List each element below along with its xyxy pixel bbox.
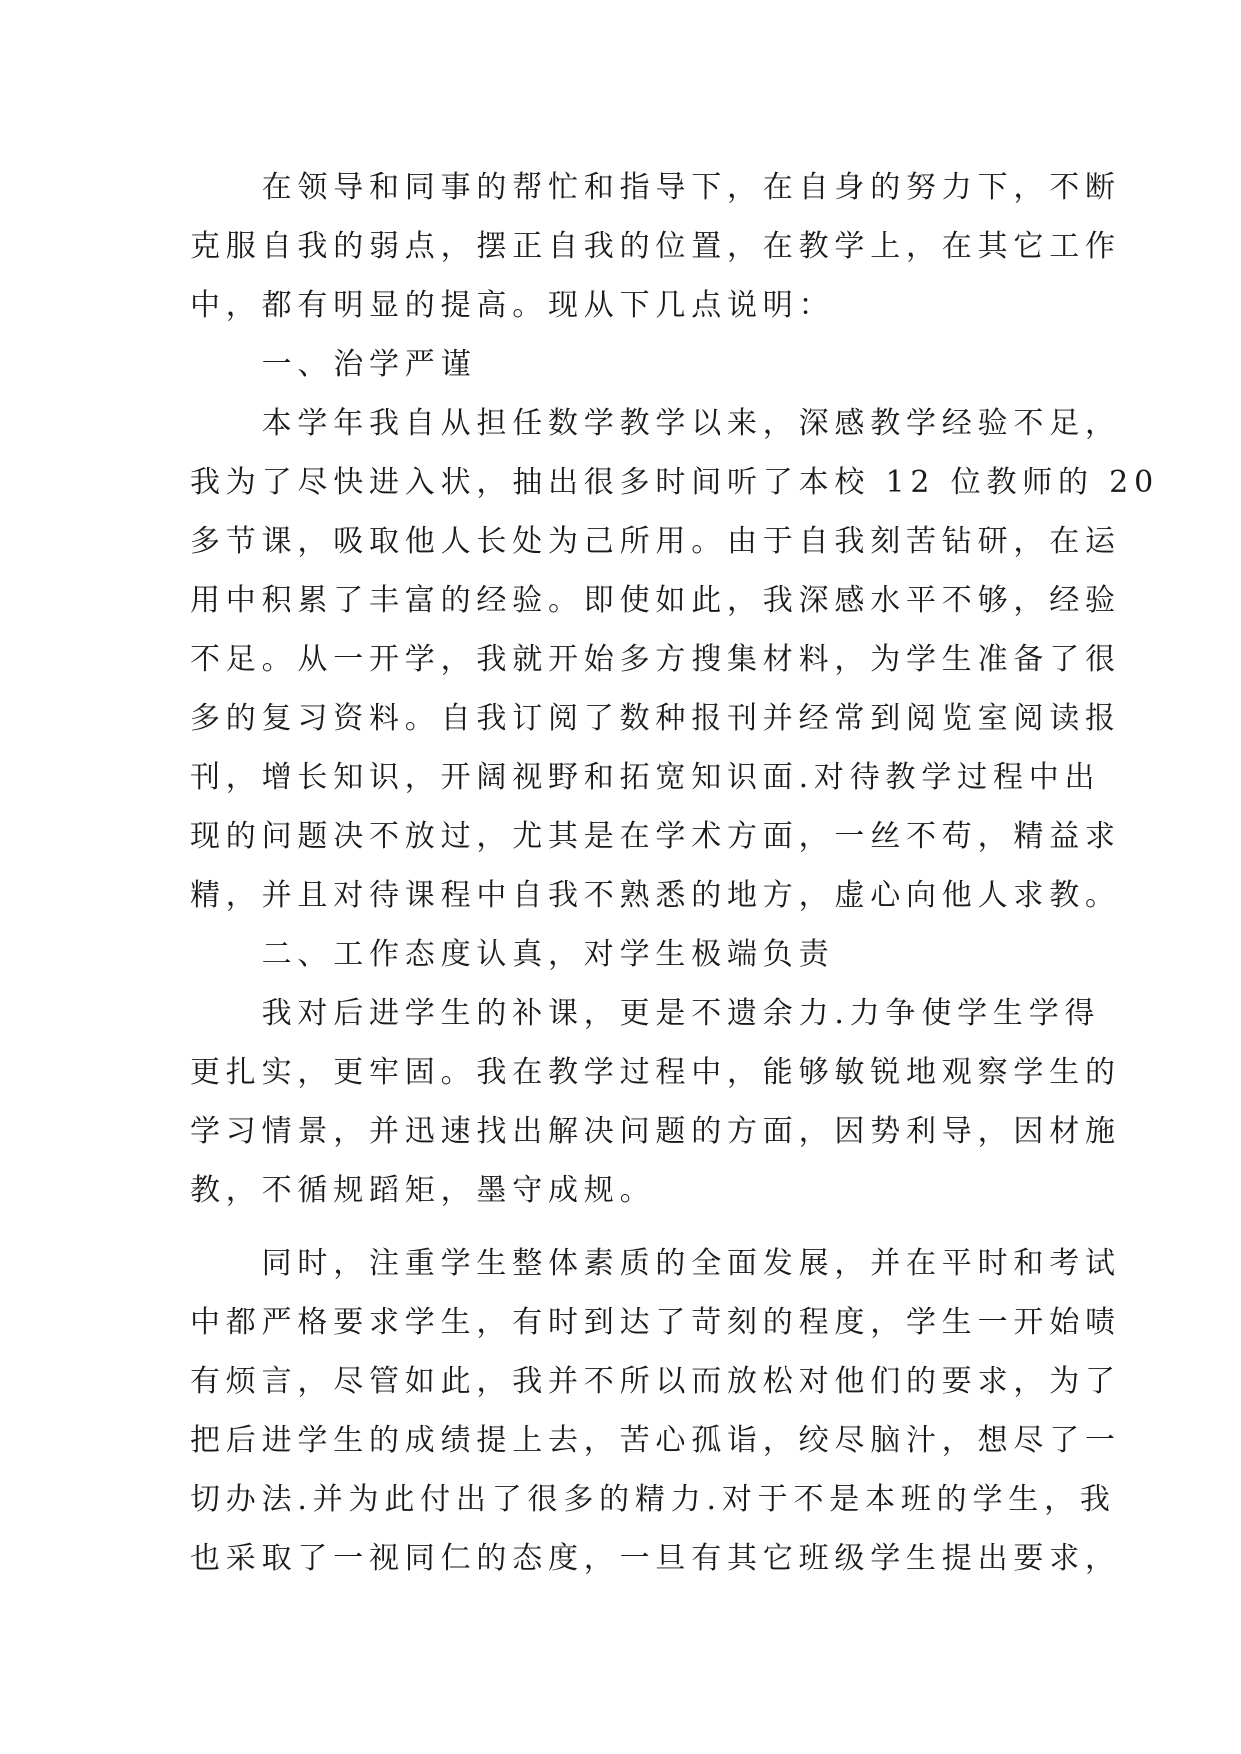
text-line: 学习情景，并迅速找出解决问题的方面，因势利导，因材施 [190,1114,1121,1149]
text-line: 切办法.并为此付出了很多的精力.对于不是本班的学生，我 [190,1482,1116,1517]
text-line: 教，不循规蹈矩，墨守成规。 [190,1173,656,1208]
text-line: 中都严格要求学生，有时到达了苛刻的程度，学生一开始啧 [190,1305,1121,1340]
text-line: 用中积累了丰富的经验。即使如此，我深感水平不够，经验 [190,583,1121,618]
text-line: 中，都有明显的提高。现从下几点说明： [190,288,835,323]
section-heading: 二、工作态度认真，对学生极端负责 [190,937,835,972]
text-line: 把后进学生的成绩提上去，苦心孤诣，绞尽脑汁，想尽了一 [190,1423,1121,1458]
text-line: 现的问题决不放过，尤其是在学术方面，一丝不苟，精益求 [190,819,1121,854]
section-heading: 一、治学严谨 [190,347,477,382]
document-body [190,158,1159,1588]
text-line: 也采取了一视同仁的态度，一旦有其它班级学生提出要求， [190,1541,1121,1576]
text-line: 在领导和同事的帮忙和指导下，在自身的努力下，不断 [190,170,1121,205]
text-line: 我对后进学生的补课，更是不遗余力.力争使学生学得 [190,996,1101,1031]
text-line: 不足。从一开学，我就开始多方搜集材料，为学生准备了很 [190,642,1121,677]
text-line: 多节课，吸取他人长处为己所用。由于自我刻苦钻研，在运 [190,524,1121,559]
text-line: 刊，增长知识，开阔视野和拓宽知识面.对待教学过程中出 [190,760,1101,795]
text-line: 我为了尽快进入状，抽出很多时间听了本校 12 位教师的 20 [190,465,1159,500]
text-line: 本学年我自从担任数学教学以来，深感教学经验不足， [190,406,1121,441]
text-line: 克服自我的弱点，摆正自我的位置，在教学上，在其它工作 [190,229,1121,264]
text-line: 同时，注重学生整体素质的全面发展，并在平时和考试 [190,1246,1121,1281]
text-line: 多的复习资料。自我订阅了数种报刊并经常到阅览室阅读报 [190,701,1121,736]
text-line: 精，并且对待课程中自我不熟悉的地方，虚心向他人求教。 [190,878,1121,913]
text-line: 更扎实，更牢固。我在教学过程中，能够敏锐地观察学生的 [190,1055,1121,1090]
text-line: 有烦言，尽管如此，我并不所以而放松对他们的要求，为了 [190,1364,1121,1399]
